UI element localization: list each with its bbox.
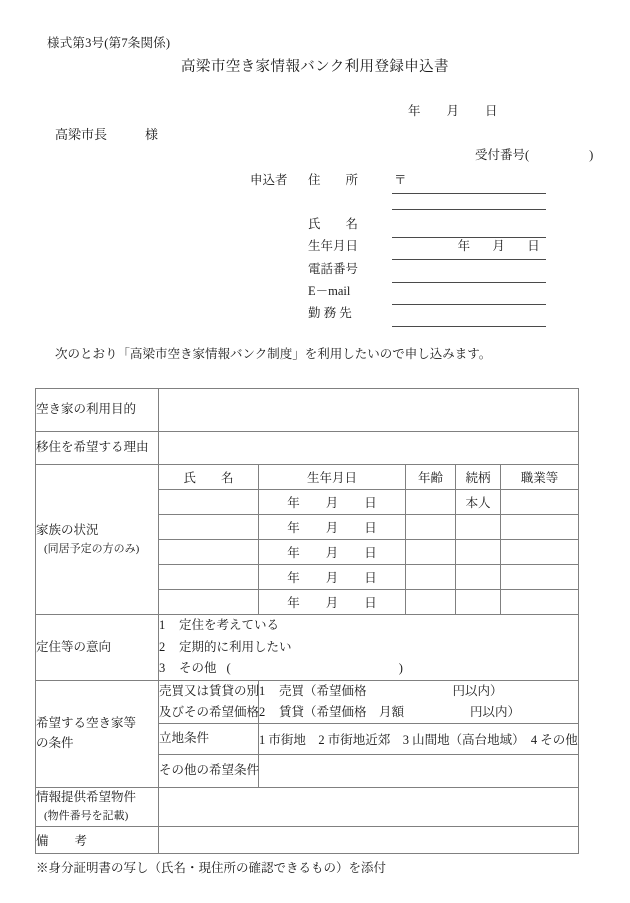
conditions-label-line2: の条件 — [36, 735, 74, 750]
settlement-option-1[interactable]: 1 定住を考えている — [159, 618, 280, 632]
receipt-number-label: 受付番号( — [475, 148, 530, 162]
trade-option-rent[interactable]: 2 賃貸（希望価格 月額 円以内） — [259, 704, 521, 719]
applicant-phone-label: 電話番号 — [308, 262, 359, 276]
other-condition-label: その他の希望条件 — [159, 754, 259, 787]
family-birthdate-input[interactable]: 年 月 日 — [259, 565, 406, 590]
family-birthdate-input[interactable]: 年 月 日 — [259, 540, 406, 565]
family-col-occupation: 職業等 — [501, 465, 579, 490]
remarks-label: 備 考 — [36, 826, 159, 853]
family-name-input[interactable] — [159, 540, 259, 565]
family-occupation-input[interactable] — [501, 490, 579, 515]
info-request-label — [36, 787, 159, 826]
family-status-subtitle: (同居予定の方のみ) — [44, 542, 140, 555]
table-row-purpose — [36, 389, 579, 432]
family-occupation-input[interactable] — [501, 540, 579, 565]
table-row-reason — [36, 432, 579, 465]
family-age-input[interactable] — [406, 490, 456, 515]
footnote: ※身分証明書の写し（氏名・現住所の確認できるもの）を添付 — [36, 861, 387, 875]
family-birthdate-input[interactable]: 年 月 日 — [259, 590, 406, 615]
reason-label: 移住を希望する理由 — [36, 432, 159, 465]
date-day-label: 日 — [485, 104, 498, 118]
family-age-input[interactable] — [406, 515, 456, 540]
remarks-input[interactable] — [159, 826, 579, 853]
family-status-title: 家族の状況 — [36, 523, 99, 538]
family-relation-value: 本人 — [456, 490, 501, 515]
reason-input[interactable] — [159, 432, 579, 465]
addressee-honorific: 様 — [145, 127, 159, 142]
receipt-number — [475, 145, 593, 163]
applicant-workplace-input[interactable] — [392, 309, 546, 327]
applicant-birthdate-ymd: 年 月 日 — [457, 239, 540, 253]
family-relation-input[interactable] — [456, 565, 501, 590]
info-request-label-line1: 情報提供希望物件 — [36, 790, 137, 805]
family-age-input[interactable] — [406, 590, 456, 615]
document-title: 高梁市空き家情報バンク利用登録申込書 — [181, 59, 449, 75]
family-relation-input[interactable] — [456, 590, 501, 615]
trade-type-label-line1: 売買又は賃貸の別 — [159, 684, 260, 699]
applicant-birthdate-label: 生年月日 — [308, 239, 359, 253]
family-birthdate-input[interactable]: 年 月 日 — [259, 490, 406, 515]
purpose-label: 空き家の利用目的 — [36, 389, 159, 432]
family-birthdate-input[interactable]: 年 月 日 — [259, 515, 406, 540]
conditions-label-line1: 希望する空き家等 — [36, 716, 137, 731]
date-month-label: 月 — [446, 104, 460, 118]
settlement-option-2[interactable]: 2 定期的に利用したい — [159, 639, 292, 654]
submission-date-line — [408, 101, 498, 119]
form-number: 様式第3号(第7条関係) — [47, 36, 171, 50]
receipt-number-close: ) — [589, 148, 594, 162]
table-row-settlement — [36, 615, 579, 681]
family-col-name: 氏 名 — [159, 465, 259, 490]
family-col-relation: 続柄 — [456, 465, 501, 490]
applicant-name-label: 氏 名 — [308, 217, 359, 231]
table-row-info-request — [36, 787, 579, 826]
family-age-input[interactable] — [406, 540, 456, 565]
location-condition-options[interactable]: 1 市街地 2 市街地近郊 3 山間地（高台地域） 4 その他 — [259, 723, 579, 754]
family-name-input[interactable] — [159, 590, 259, 615]
applicant-workplace-row — [308, 303, 546, 328]
other-condition-input[interactable] — [259, 754, 579, 787]
family-age-input[interactable] — [406, 565, 456, 590]
postal-mark-icon: 〒 — [394, 173, 407, 187]
table-row-remarks — [36, 826, 579, 853]
applicant-address-input[interactable] — [392, 176, 546, 194]
application-table — [35, 388, 579, 854]
info-request-input[interactable] — [159, 787, 579, 826]
family-col-age: 年齢 — [406, 465, 456, 490]
applicant-label: 申込者 — [250, 173, 288, 187]
applicant-email-label: E－mail — [308, 284, 351, 298]
date-year-label: 年 — [408, 104, 421, 118]
applicant-workplace-label: 勤 務 先 — [308, 306, 352, 320]
applicant-birthdate-row — [308, 236, 546, 261]
family-status-label — [36, 465, 159, 615]
family-name-input[interactable] — [159, 490, 259, 515]
settlement-options[interactable] — [159, 615, 579, 681]
purpose-input[interactable] — [159, 389, 579, 432]
family-occupation-input[interactable] — [501, 515, 579, 540]
trade-type-label — [159, 680, 259, 723]
location-condition-label: 立地条件 — [159, 723, 259, 754]
family-relation-input[interactable] — [456, 540, 501, 565]
family-occupation-input[interactable] — [501, 590, 579, 615]
applicant-address-label: 住 所 — [308, 173, 359, 187]
applicant-address-row — [308, 170, 546, 195]
info-request-label-line2: (物件番号を記載) — [44, 809, 129, 822]
applicant-address-input-line2[interactable] — [392, 209, 546, 210]
table-row-family-header — [36, 465, 579, 490]
addressee-name: 高梁市長 — [55, 127, 108, 142]
trade-type-label-line2: 及びその希望価格 — [159, 704, 260, 719]
trade-option-sale[interactable]: 1 売買（希望価格 円以内） — [259, 684, 503, 699]
addressee — [55, 124, 158, 143]
table-row-conditions-trade — [36, 680, 579, 723]
trade-options[interactable] — [259, 680, 579, 723]
family-name-input[interactable] — [159, 565, 259, 590]
settlement-option-3[interactable]: 3 その他 ( ) — [159, 661, 403, 675]
family-col-birthdate: 生年月日 — [259, 465, 406, 490]
family-occupation-input[interactable] — [501, 565, 579, 590]
settlement-label: 定住等の意向 — [36, 615, 159, 681]
family-relation-input[interactable] — [456, 515, 501, 540]
intro-sentence: 次のとおり「高梁市空き家情報バンク制度」を利用したいので申し込みます。 — [55, 347, 492, 361]
conditions-label — [36, 680, 159, 787]
family-name-input[interactable] — [159, 515, 259, 540]
